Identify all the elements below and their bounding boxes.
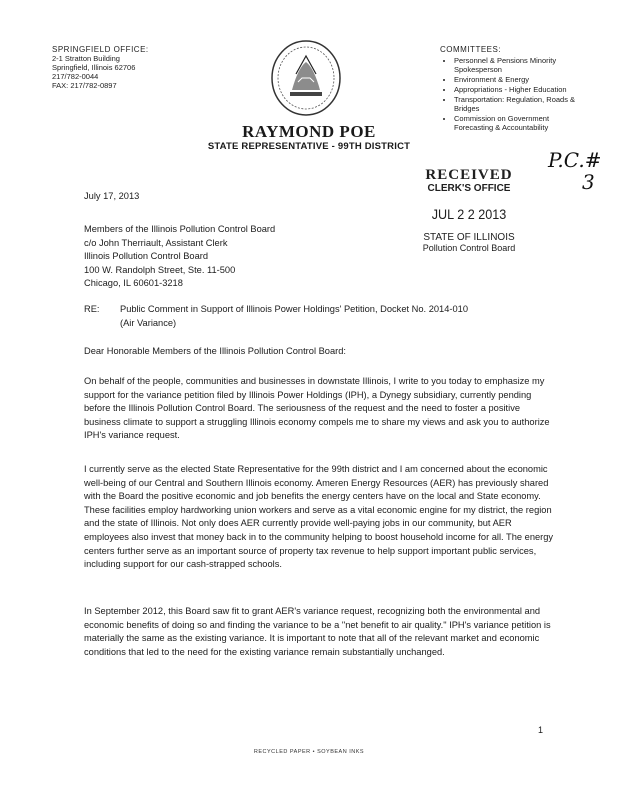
office-line: Springfield, Illinois 62706 [52,63,136,72]
committee-item: • Personnel & Pensions Minority Spokesperson [454,56,590,74]
springfield-office-block [52,45,182,90]
re-subject [120,303,540,330]
address-line: 100 W. Randolph Street, Ste. 11-500 [84,264,236,275]
handwritten-mark-number: 3 [582,170,595,194]
committee-list [440,56,590,132]
address-line: Illinois Pollution Control Board [84,251,209,262]
paragraph-3: In September 2012, this Board saw fit to grant AER's variance request, recognizing both the environmental and economic benefits of doing so and finding the variance to be a "net benefit to air quality." IPH's variance petition is materially the same as the existing variance. It is important to note that all of the relevant market and economic conditions that led to the need for the existing variance remain substantially unchanged. [84,606,551,657]
office-line: FAX: 217/782-0897 [52,81,117,90]
representative-title: STATE REPRESENTATIVE - 99TH DISTRICT [207,141,411,152]
address-line: c/o John Therriault, Assistant Clerk [84,237,228,248]
re-subject-line1: Public Comment in Support of Illinois Power Holdings' Petition, Docket No. 2014-010 [120,304,469,314]
footer-note: RECYCLED PAPER • SOYBEAN INKS [253,749,365,755]
paragraph-2: I currently serve as the elected State Representative for the 99th district and I am concerned about the economic well-being of our Central and Southern Illinois economy. Ameren Energy Resources (AER) has previously shared with the Board the positive economic and job benefits the energy centers have on the local and State economy. These facilities employ hardworking union workers and serve as a vital economic engine for my district, the region and the state of Illinois. Not only does AER currently provide well-paying jobs in our community, but AER employees also invest that money back in to the community helping to boost household income for all. The energy centers further serve as an important source of property tax revenue to help support important public services, including support for our cash-strapped schools. [84,464,554,570]
committee-item: • Transportation: Regulation, Roads & Bridges [454,95,590,113]
stamp-date: JUL 2 2 2013 [431,206,507,222]
committees-block [440,45,590,133]
handwritten-mark-text: P.C.# [548,148,602,172]
committee-item: • Commission on Government Forecasting & Accountability [454,114,590,132]
page-number: 1 [538,725,544,735]
office-line: 2-1 Stratton Building [52,54,120,63]
salutation: Dear Honorable Members of the Illinois Pollution Control Board: [84,346,346,356]
handwritten-pc-mark [548,148,608,198]
stamp-board: Pollution Control Board [422,243,516,253]
committee-item: • Appropriations - Higher Education [454,85,590,94]
re-label: RE: [84,304,100,314]
letter-date: July 17, 2013 [84,191,140,201]
address-line: Members of the Illinois Pollution Control Board [84,224,276,234]
stamp-state: STATE OF ILLINOIS [423,232,515,243]
office-heading: SPRINGFIELD OFFICE: [52,45,149,54]
recipient-address [84,223,384,291]
state-seal-icon [268,38,344,118]
address-line: Chicago, IL 60601-3218 [84,278,183,289]
re-subject-line2: (Air Variance) [120,317,177,328]
office-line: 217/782-0044 [52,72,99,81]
stamp-clerks-office: CLERK'S OFFICE [427,183,511,194]
stamp-received: RECEIVED [425,167,513,183]
committee-item: • Environment & Energy [454,75,590,84]
received-stamp [404,167,534,253]
paragraph-1: On behalf of the people, communities and businesses in downstate Illinois, I write to you today to emphasize my support for the variance petition filed by Illinois Power Holdings (IPH), a Dynegy subsidiary, currently pending before the Illinois Pollution Control Board. The seriousness of the request and the need to foster a positive business climate to support a struggling Illinois economy compels me to share my views and ask you to authorize IPH's variance request. [84,376,550,441]
representative-name: RAYMOND POE [242,122,376,141]
committees-heading: COMMITTEES: [440,45,502,54]
